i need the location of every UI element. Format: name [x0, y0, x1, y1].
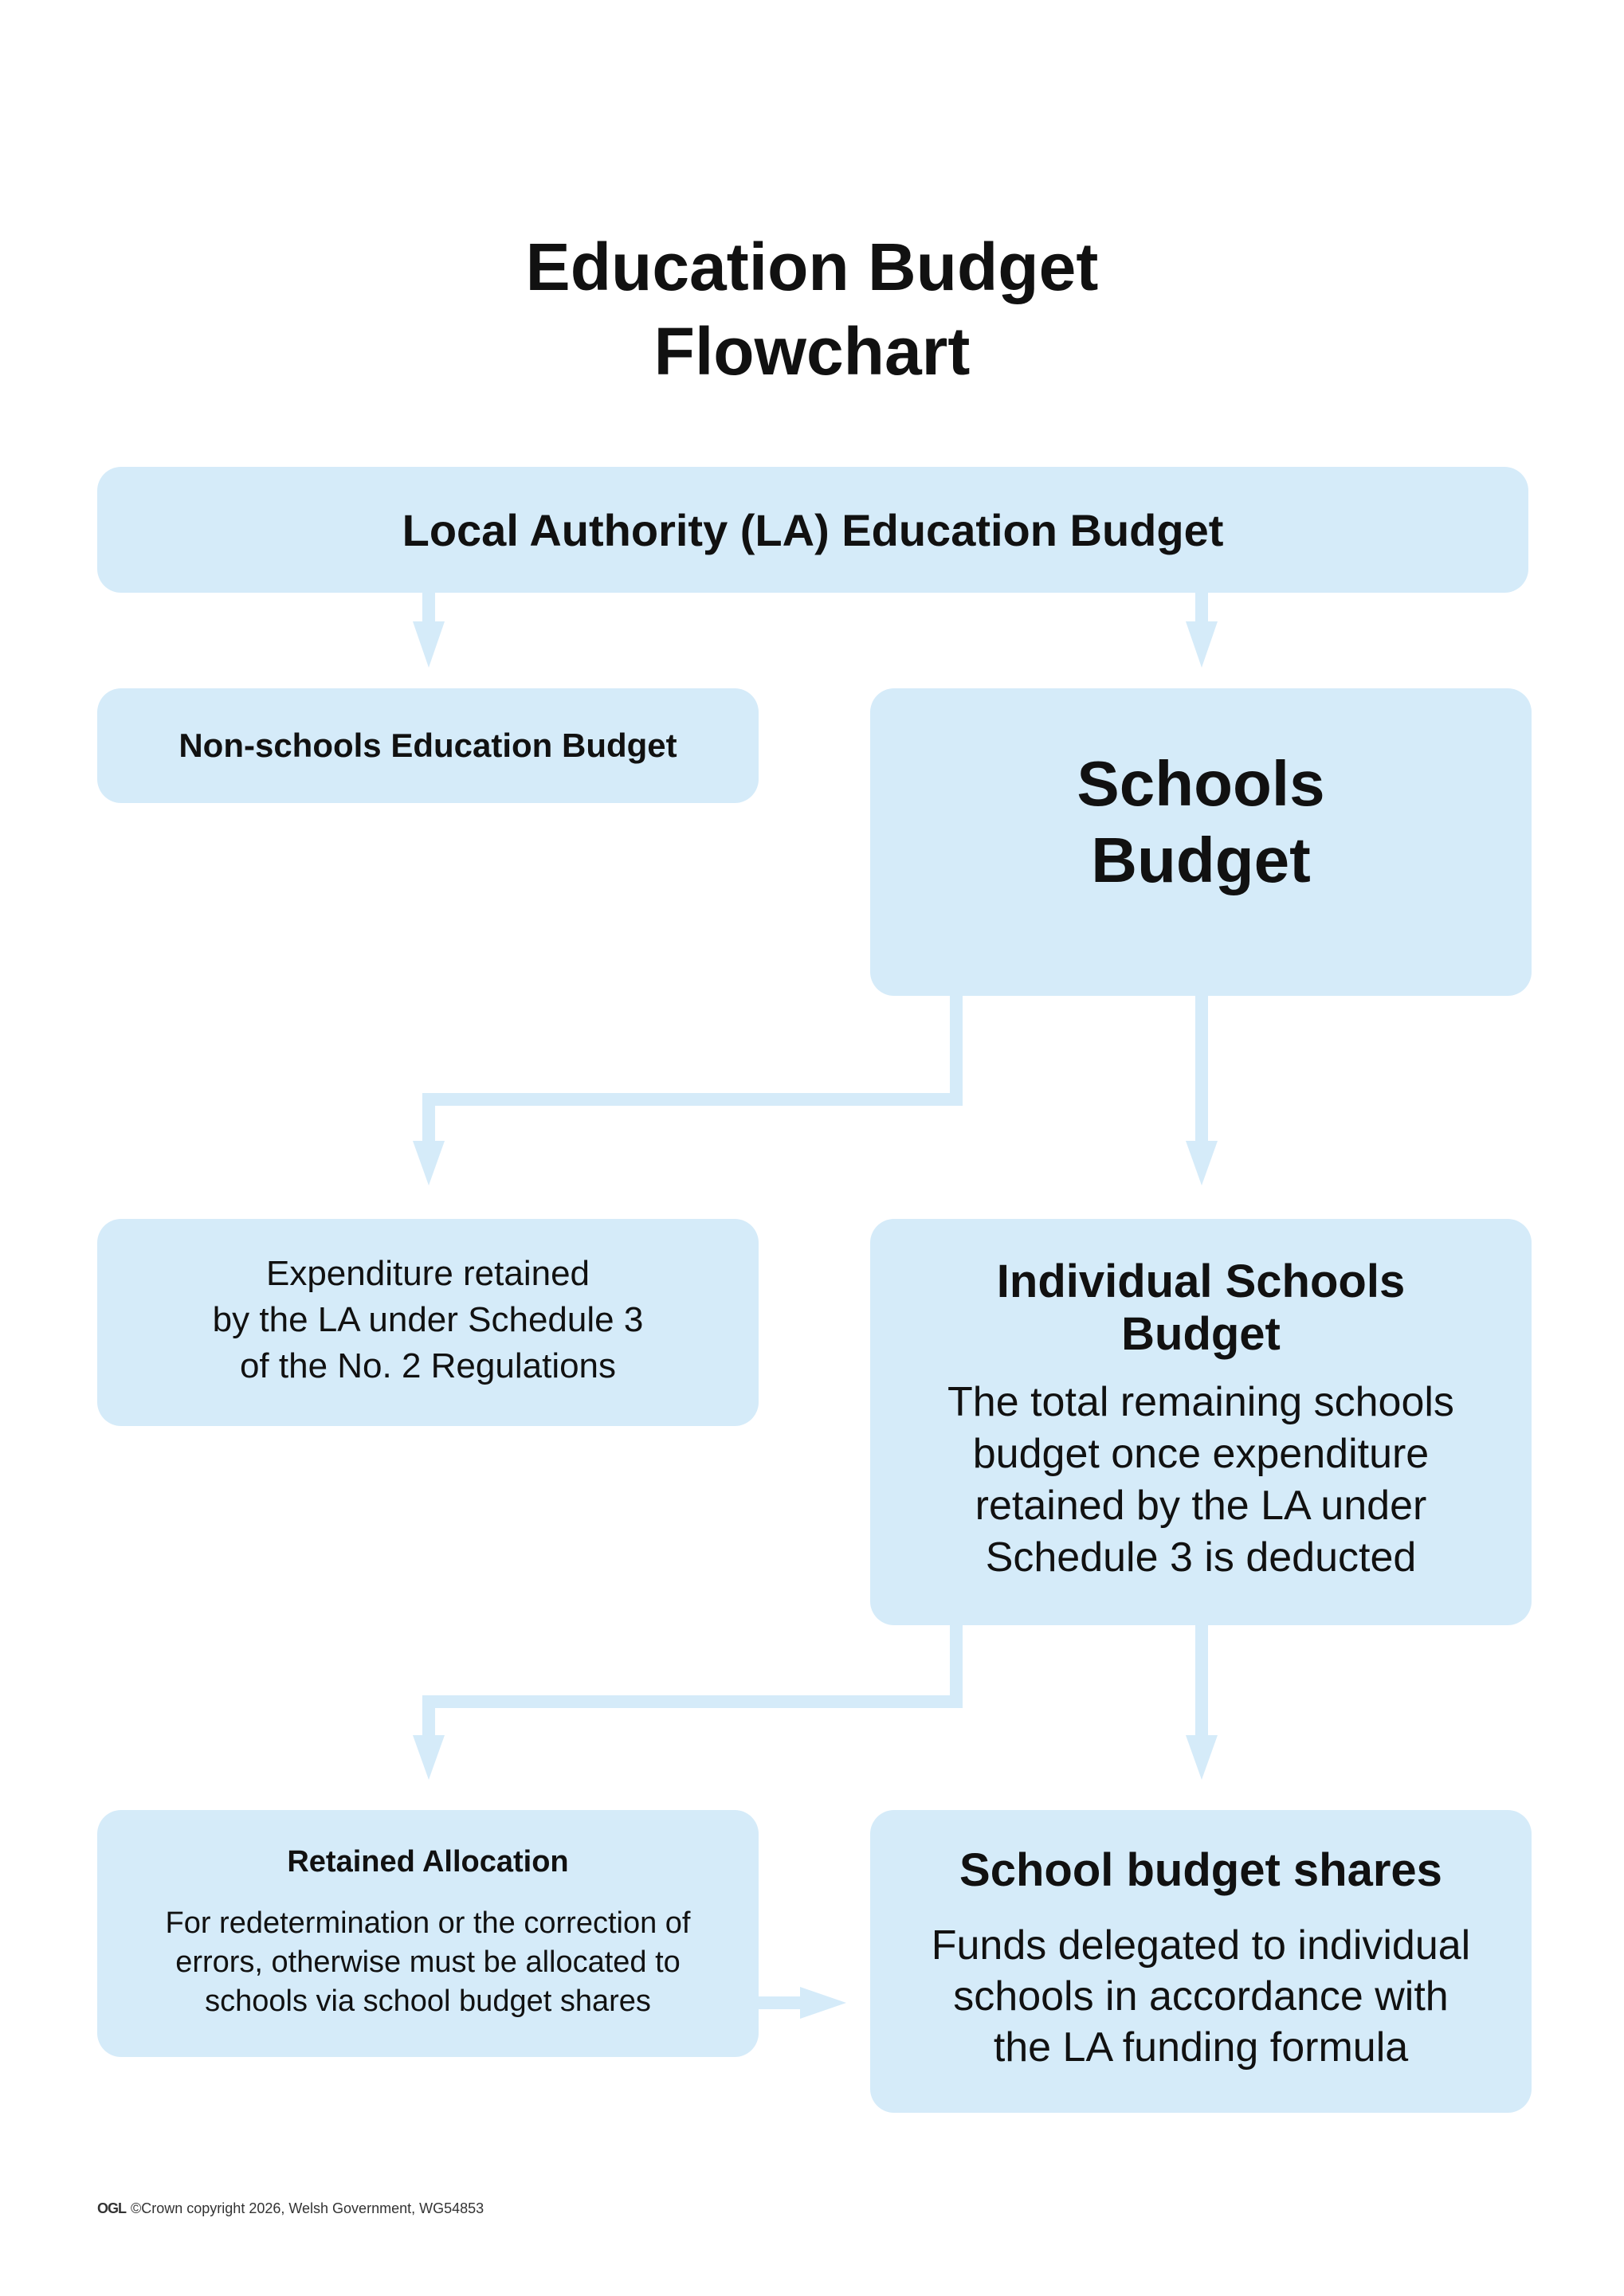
node-expenditure-retained	[97, 1219, 759, 1426]
arrow-la-to-non-schools	[413, 593, 445, 668]
shares-desc-line-2: schools in accordance with	[953, 1973, 1449, 2020]
individual-title-line-1: Individual Schools	[996, 1256, 1406, 1307]
shares-title: School budget shares	[959, 1844, 1442, 1896]
expenditure-line-2: by the LA under Schedule 3	[212, 1300, 644, 1339]
expenditure-line-3: of the No. 2 Regulations	[239, 1346, 617, 1385]
copyright-text: ©Crown copyright 2026, Welsh Government, WG54853	[131, 2200, 484, 2216]
arrow-retained-to-shares	[757, 1987, 846, 2019]
arrow-individual-to-shares	[1186, 1625, 1218, 1780]
node-non-schools-education-budget	[97, 688, 759, 803]
arrow-la-to-schools-budget	[1186, 593, 1218, 668]
schools-budget-line-1: Schools	[1077, 748, 1325, 819]
footer	[97, 2200, 484, 2217]
arrow-individual-to-retained	[413, 1625, 963, 1780]
individual-desc-line-4: Schedule 3 is deducted	[985, 1534, 1417, 1581]
non-schools-title: Non-schools Education Budget	[178, 727, 677, 764]
node-school-budget-shares	[870, 1810, 1532, 2113]
individual-desc-line-3: retained by the LA under	[975, 1483, 1427, 1529]
node-retained-allocation	[97, 1810, 759, 2057]
shares-desc-line-1: Funds delegated to individual	[931, 1922, 1471, 1969]
retained-desc-line-2: errors, otherwise must be allocated to	[175, 1945, 681, 1979]
schools-budget-line-2: Budget	[1091, 825, 1311, 895]
individual-title-line-2: Budget	[1121, 1308, 1281, 1360]
arrow-schools-to-expenditure	[413, 996, 963, 1185]
retained-title: Retained Allocation	[287, 1845, 569, 1879]
node-la-education-budget	[97, 467, 1528, 593]
ogl-logo: OGL	[97, 2200, 126, 2216]
individual-desc-line-1: The total remaining schools	[947, 1379, 1454, 1425]
retained-desc-line-3: schools via school budget shares	[205, 1985, 651, 2018]
expenditure-line-1: Expenditure retained	[265, 1254, 590, 1293]
arrow-schools-to-individual	[1186, 996, 1218, 1185]
page-title-line-2: Flowchart	[653, 314, 971, 389]
la-education-budget-title: Local Authority (LA) Education Budget	[402, 504, 1224, 555]
retained-desc-line-1: For redetermination or the correction of	[165, 1906, 691, 1940]
individual-desc-line-2: budget once expenditure	[972, 1431, 1430, 1477]
page-title	[0, 225, 1624, 394]
node-individual-schools-budget	[870, 1219, 1532, 1625]
node-schools-budget	[870, 688, 1532, 996]
shares-desc-line-3: the LA funding formula	[993, 2024, 1409, 2071]
page-title-line-1: Education Budget	[525, 229, 1099, 304]
